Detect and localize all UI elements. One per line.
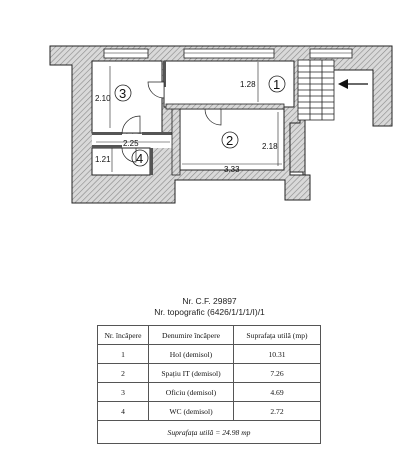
table-row [98,364,321,383]
svg-text:2: 2 [226,133,234,148]
table-cell: 3 [98,383,149,402]
arrow-left-icon [338,79,368,89]
table-row [98,383,321,402]
partition-wall [150,148,153,175]
partition-wall [92,132,122,135]
table-cell: 2.72 [234,402,321,421]
column-header: Denumire încăpere [149,326,234,345]
table-cell: Hol (demisol) [149,345,234,364]
windows [104,49,352,58]
table-header-row [98,326,321,345]
dimension-label: 2.10 [95,94,111,103]
column-header: Suprafața utilă (mp) [234,326,321,345]
staircase [298,60,334,120]
table-cell: 10.31 [234,345,321,364]
table-cell: 7.26 [234,364,321,383]
table-cell: 1 [98,345,149,364]
dimension-label: 1.28 [240,80,256,89]
table-cell: 4 [98,402,149,421]
table-cell: 4.69 [234,383,321,402]
partition-wall [142,132,172,135]
cf-number: Nr. C.F. 29897 [182,296,237,306]
dimension-label: 1.21 [95,155,111,164]
table-total-row [98,421,321,444]
topographic-number: Nr. topografic (6426/1/1/1/I)/1 [154,307,265,317]
table-cell: WC (demisol) [149,402,234,421]
table-row [98,402,321,421]
svg-text:1: 1 [273,77,281,92]
table-cell: Oficiu (demisol) [149,383,234,402]
table-cell: 2 [98,364,149,383]
partition-wall [166,104,284,109]
partition-wall [92,145,122,148]
dimension-label: 3.33 [224,165,240,174]
dimension-label: 2.18 [262,142,278,151]
partition-wall [172,107,180,175]
column-header: Nr. încăpere [98,326,149,345]
svg-text:3: 3 [119,86,127,101]
table-row [98,345,321,364]
table-cell: Spațiu IT (demisol) [149,364,234,383]
total-area: Suprafața utilă = 24.98 mp [98,421,321,444]
rooms-table [97,325,321,444]
svg-text:4: 4 [136,151,144,166]
dimension-label: 2.25 [123,139,139,148]
floor-plan [0,0,419,210]
